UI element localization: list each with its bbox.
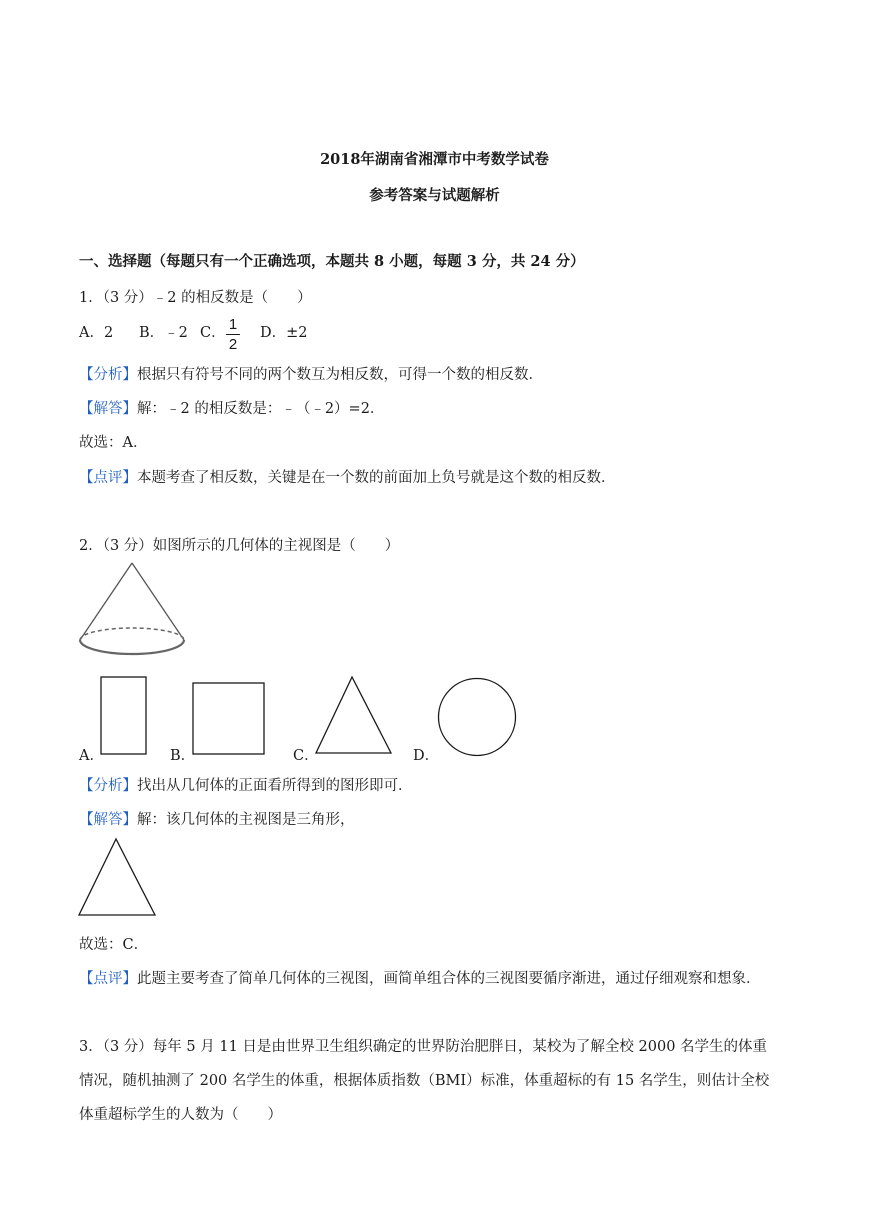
- answer-triangle: [78, 837, 158, 917]
- question-line-2: 情况，随机抽测了 200 名学生的体重，根据体质指数（BMI）标准，体重超标的有 15 名学生，则估计全校: [79, 1073, 770, 1089]
- fraction-numerator: 1: [228, 316, 238, 333]
- analysis-text: 根据只有符号不同的两个数互为相反数，可得一个数的相反数．: [137, 367, 543, 383]
- document-title: 2018年湖南省湘潭市中考数学试卷: [320, 151, 549, 168]
- question-stem: 1．（3 分）﹣2 的相反数是（ ）: [79, 290, 312, 306]
- choice-line: 故选：C．: [79, 937, 149, 953]
- answer-tag: 【解答】: [79, 812, 137, 828]
- option-a-label: A．: [79, 748, 104, 764]
- answer-tag: 【解答】: [79, 401, 137, 417]
- question-line-1: 3．（3 分）每年 5 月 11 日是由世界卫生组织确定的世界防治肥胖日，某校为了解全校 2000 名学生的体重: [79, 1039, 768, 1055]
- comment-tag: 【点评】: [79, 971, 137, 987]
- option-c-label: C．: [293, 748, 319, 764]
- option-b-label: B．: [170, 748, 196, 764]
- document-subtitle: 参考答案与试题解析: [369, 187, 500, 204]
- analysis-line: [79, 774, 413, 795]
- answer-line: [79, 808, 355, 829]
- comment-line: [79, 967, 761, 988]
- answer-line: [79, 397, 384, 418]
- option-d-label: D．: [413, 748, 440, 764]
- analysis-text: 找出从几何体的正面看所得到的图形即可．: [137, 778, 413, 794]
- comment-text: 本题考查了相反数，关键是在一个数的前面加上负号就是这个数的相反数．: [137, 470, 616, 486]
- analysis-tag: 【分析】: [79, 367, 137, 383]
- option-a-rectangle: [100, 676, 148, 756]
- answer-text: 解：﹣2 的相反数是：﹣（﹣2）=2．: [137, 401, 385, 417]
- option-d: D．±2: [260, 325, 308, 341]
- comment-line: [79, 466, 616, 487]
- option-b: B．﹣2: [139, 325, 188, 341]
- section-heading: 一、选择题（每题只有一个正确选项，本题共 8 小题，每题 3 分，共 24 分）: [79, 253, 585, 270]
- cone-figure: [76, 560, 188, 670]
- comment-text: 此题主要考查了简单几何体的三视图，画简单组合体的三视图要循序渐进，通过仔细观察和想象．: [137, 971, 761, 987]
- analysis-line: [79, 363, 543, 384]
- fraction-denominator: 2: [228, 336, 238, 353]
- question-stem: 2．（3 分）如图所示的几何体的主视图是（ ）: [79, 538, 400, 554]
- fraction: [226, 316, 240, 353]
- question-line-3: 体重超标学生的人数为（ ）: [79, 1107, 282, 1123]
- answer-text: 解：该几何体的主视图是三角形，: [137, 812, 355, 828]
- option-c: C．: [200, 325, 226, 341]
- choice-line: 故选：A．: [79, 435, 148, 451]
- option-a: A．2: [79, 325, 114, 341]
- option-b-square: [192, 682, 266, 756]
- option-c-triangle: [314, 675, 394, 755]
- comment-tag: 【点评】: [79, 470, 137, 486]
- fraction-bar: [226, 334, 240, 335]
- analysis-tag: 【分析】: [79, 778, 137, 794]
- option-d-circle: [436, 676, 518, 758]
